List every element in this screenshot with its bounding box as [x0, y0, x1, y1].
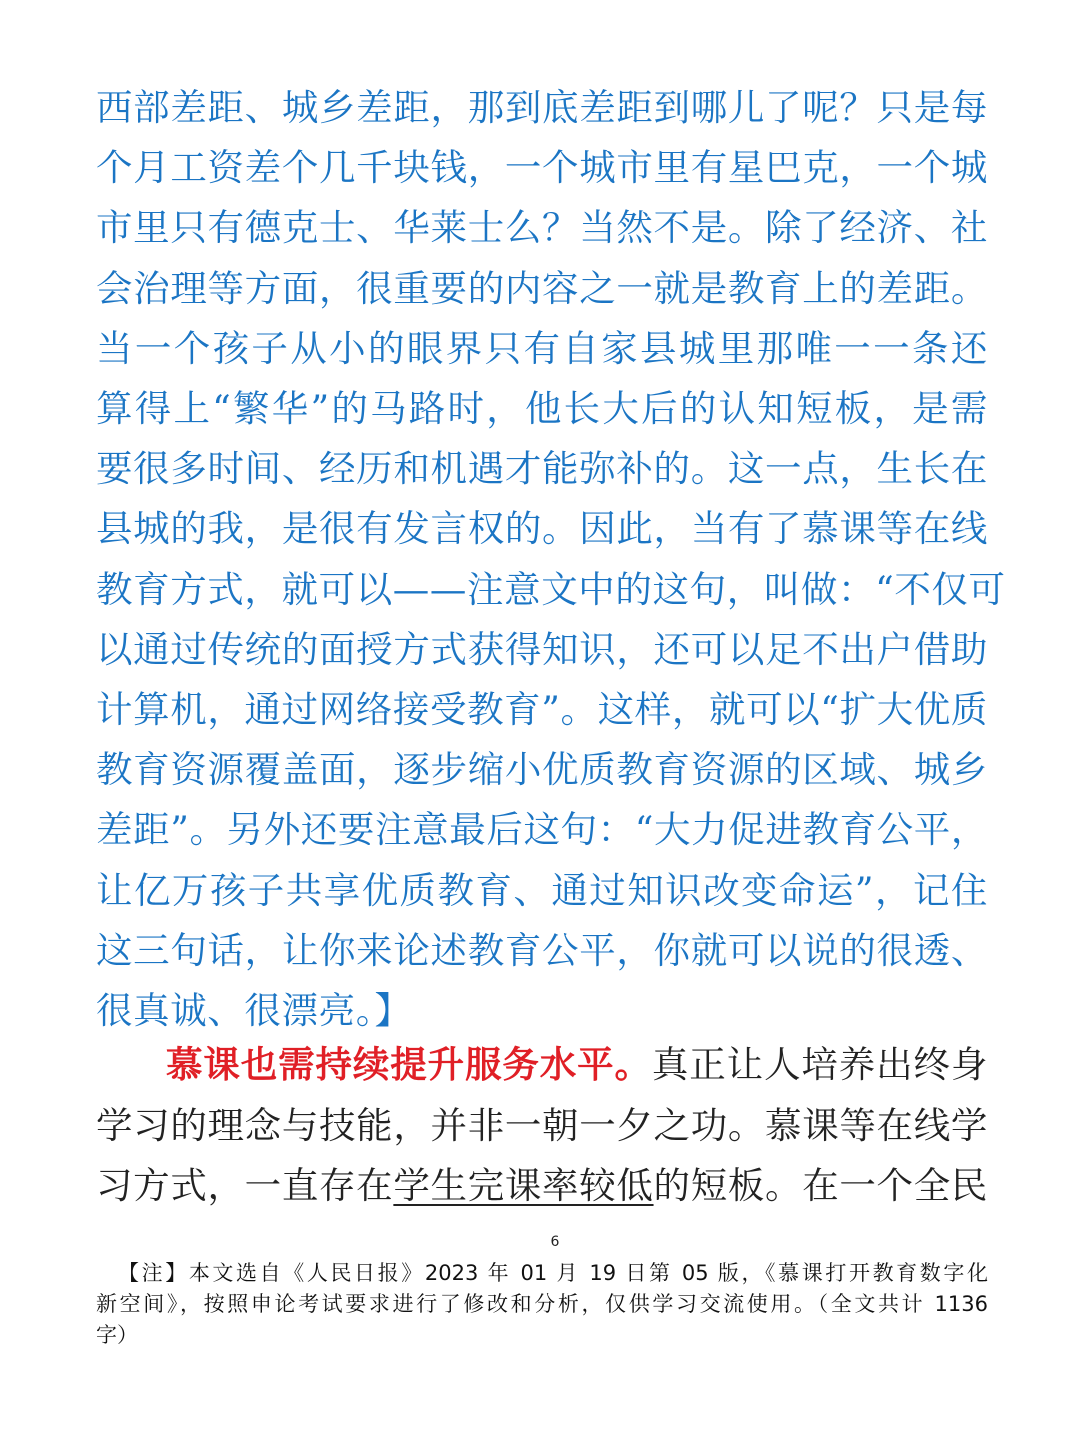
body-paragraph	[96, 1035, 988, 1217]
body-text: 真正让人培养出终身	[651, 1043, 988, 1086]
annotation-line: 会治理等方面，很重要的内容之一就是教育上的差距。	[96, 266, 988, 310]
annotation-line: 个月工资差个几千块钱，一个城市里有星巴克，一个城	[96, 146, 988, 190]
footnote-line: 新空间》，按照申论考试要求进行了修改和分析，仅供学习交流使用。（全文共计 1136	[96, 1292, 988, 1316]
footnote-line: 【注】本文选自《人民日报》2023 年 01 月 19 日第 05 版，《慕课打开教育数字化	[118, 1261, 988, 1285]
annotation-line: 县城的我，是很有发言权的。因此，当有了慕课等在线	[96, 507, 988, 551]
body-line	[96, 1035, 988, 1096]
annotation-line: 以通过传统的面授方式获得知识，还可以足不出户借助	[96, 627, 988, 671]
annotation-line: 差距”。另外还要注意最后这句：“大力促进教育公平，	[96, 808, 988, 852]
page-number: 6	[550, 1234, 560, 1250]
body-text: 的短板。在一个全民	[653, 1164, 988, 1207]
annotation-line: 教育方式，就可以——注意文中的这句，叫做：“不仅可	[96, 567, 1006, 611]
annotation-paragraph	[96, 78, 1006, 1041]
section-heading: 慕课也需持续提升服务水平。	[166, 1043, 652, 1086]
footnote	[96, 1258, 988, 1351]
body-line: 学习的理念与技能，并非一朝一夕之功。慕课等在线学	[96, 1103, 988, 1147]
annotation-line: 教育资源覆盖面，逐步缩小优质教育资源的区域、城乡	[96, 748, 988, 792]
annotation-line: 要很多时间、经历和机遇才能弥补的。这一点，生长在	[96, 447, 988, 491]
annotation-line: 市里只有德克士、华莱士么？当然不是。除了经济、社	[96, 206, 988, 250]
annotation-line: 计算机，通过网络接受教育”。这样，就可以“扩大优质	[96, 688, 988, 732]
annotation-line: 西部差距、城乡差距，那到底差距到哪儿了呢？只是每	[96, 86, 988, 129]
annotation-line: 算得上“繁华”的马路时，他长大后的认知短板，是需	[96, 387, 988, 431]
footnote-line: 字）	[96, 1323, 138, 1347]
annotation-line: 当一个孩子从小的眼界只有自家县城里那唯一一条还	[96, 326, 988, 370]
underlined-phrase: 学生完课率较低	[393, 1164, 654, 1207]
annotation-line: 让亿万孩子共享优质教育、通过知识改变命运”，记住	[96, 868, 988, 912]
body-text: 习方式，一直存在	[96, 1164, 394, 1207]
body-line	[96, 1156, 988, 1217]
annotation-line: 很真诚、很漂亮。】	[96, 989, 412, 1033]
annotation-line: 这三句话，让你来论述教育公平，你就可以说的很透、	[96, 928, 988, 972]
